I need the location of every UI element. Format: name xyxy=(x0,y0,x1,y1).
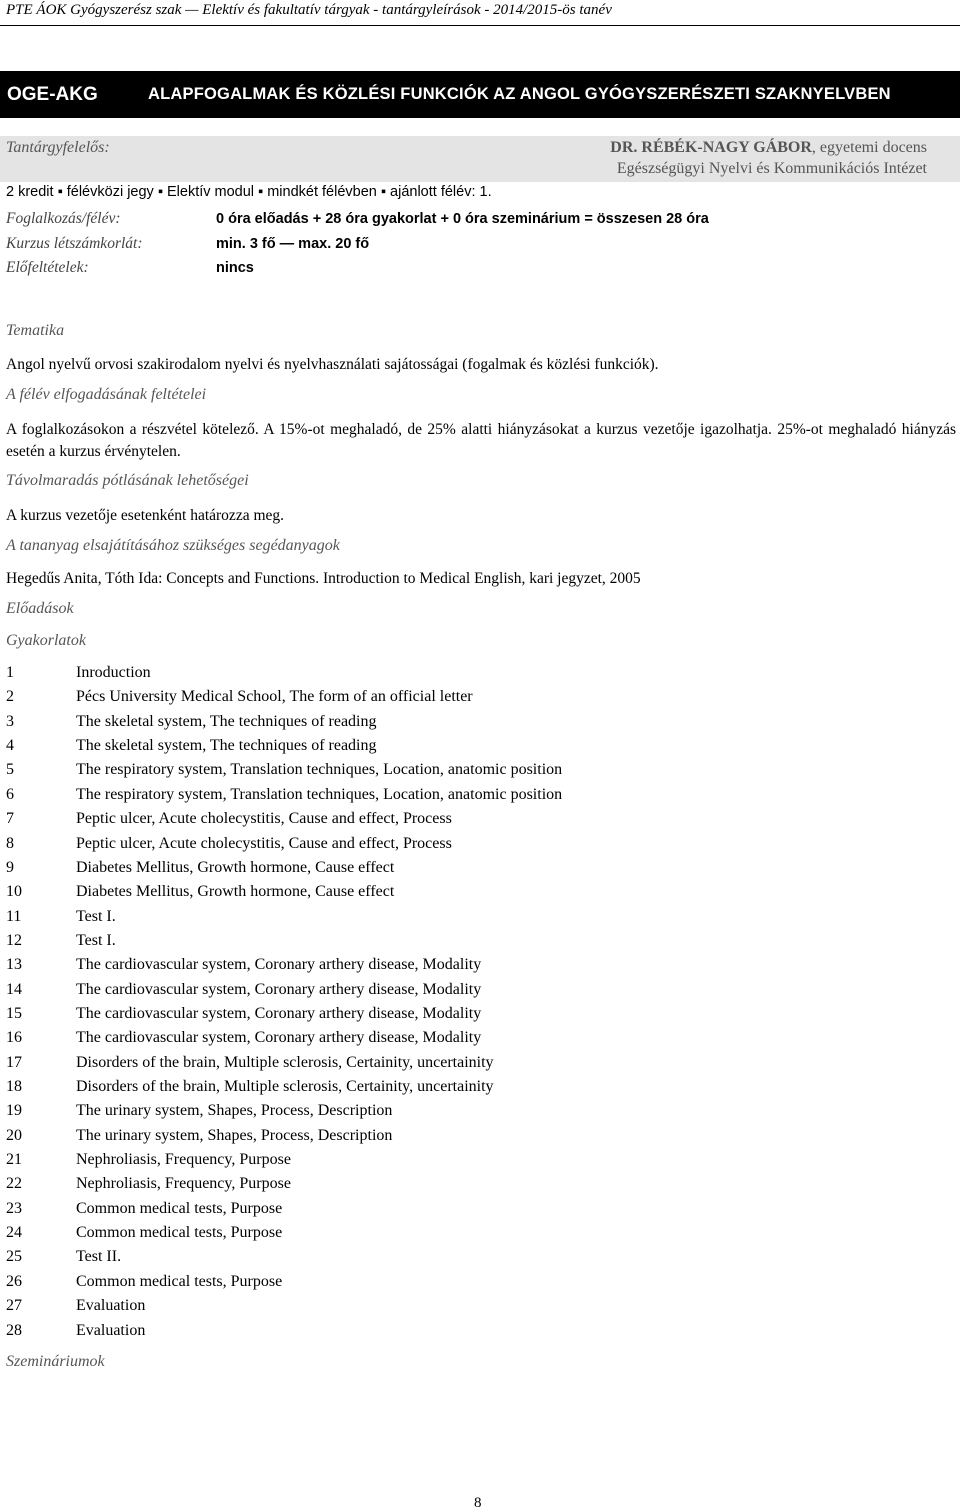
practical-item xyxy=(6,1200,906,1222)
practical-item xyxy=(6,713,906,735)
practical-number: 4 xyxy=(6,737,14,754)
practical-number: 5 xyxy=(6,761,14,779)
practical-number: 9 xyxy=(6,858,14,876)
practical-number: 20 xyxy=(6,1126,22,1144)
detail-value: min. 3 fő — max. 20 fő xyxy=(216,236,370,252)
absence-text: A kurzus vezetője esetenként határozza meg. xyxy=(6,507,285,524)
responsible-position: , egyetemi docens xyxy=(811,139,927,156)
detail-label: Kurzus létszámkorlát: xyxy=(6,235,143,252)
practical-number: 22 xyxy=(6,1175,22,1193)
practical-item xyxy=(6,1322,906,1344)
practical-topic: The cardiovascular system, Coronary arthery disease, Modality xyxy=(76,980,482,998)
practical-number: 17 xyxy=(6,1053,22,1071)
practical-item xyxy=(6,1273,906,1295)
detail-row-prerequisites xyxy=(6,259,956,281)
practical-topic: Common medical tests, Purpose xyxy=(76,1272,283,1290)
practical-item xyxy=(6,1175,906,1197)
detail-row-capacity xyxy=(6,235,956,257)
practical-item xyxy=(6,761,906,783)
practical-topic: Disorders of the brain, Multiple sclerosis, Certainity, uncertainity xyxy=(76,1078,494,1095)
course-meta-line: 2 kredit ▪ félévközi jegy ▪ Elektív modul ▪ mindkét félévben ▪ ajánlott félév: 1. xyxy=(6,184,492,200)
practical-item xyxy=(6,1297,906,1319)
detail-label: Előfeltételek: xyxy=(6,259,89,276)
practical-item xyxy=(6,932,906,954)
practical-number: 21 xyxy=(6,1151,22,1168)
detail-label: Foglalkozás/félév: xyxy=(6,210,121,227)
responsible-row xyxy=(0,136,960,182)
section-title-materials: A tananyag elsajátításához szükséges segédanyagok xyxy=(6,537,340,554)
acceptance-text: A foglalkozásokon a részvétel kötelező. A 15%-ot meghaladó, de 25% alatti hiányzásokat a kurzus vezetője igazolhatja. 25%-ot meghaladó hiányzás esetén a kurzus érvénytelen. xyxy=(6,421,956,460)
practical-item xyxy=(6,1248,906,1270)
section-title-lectures: Előadások xyxy=(6,600,74,617)
practical-topic: Peptic ulcer, Acute cholecystitis, Cause and effect, Process xyxy=(76,810,452,828)
header-divider xyxy=(0,25,960,26)
practical-topic: The urinary system, Shapes, Process, Description xyxy=(76,1126,393,1144)
course-title: ALAPFOGALMAK ÉS KÖZLÉSI FUNKCIÓK AZ ANGOL GYÓGYSZERÉSZETI SZAKNYELVBEN xyxy=(148,85,891,103)
practical-number: 27 xyxy=(6,1297,22,1315)
practical-topic: Diabetes Mellitus, Growth hormone, Cause effect xyxy=(76,883,395,901)
practical-topic: Test I. xyxy=(76,931,116,949)
practical-topic: Test II. xyxy=(76,1248,122,1266)
practical-topic: The respiratory system, Translation techniques, Location, anatomic position xyxy=(76,761,563,779)
practical-number: 26 xyxy=(6,1272,22,1290)
practical-number: 11 xyxy=(6,907,22,925)
practical-number: 28 xyxy=(6,1321,22,1339)
practical-number: 23 xyxy=(6,1199,22,1217)
practical-number: 10 xyxy=(6,883,22,901)
practical-topic: The cardiovascular system, Coronary arthery disease, Modality xyxy=(76,1029,482,1047)
practical-topic: Inroduction xyxy=(76,664,151,681)
practical-item xyxy=(6,1005,906,1027)
practical-topic: Evaluation xyxy=(76,1297,146,1315)
practical-topic: The urinary system, Shapes, Process, Description xyxy=(76,1102,393,1120)
practical-item xyxy=(6,664,906,686)
practical-item xyxy=(6,956,906,978)
section-title-practicals: Gyakorlatok xyxy=(6,632,86,649)
practical-item xyxy=(6,737,906,759)
practical-item xyxy=(6,688,906,710)
practical-number: 1 xyxy=(6,664,14,681)
section-title-seminars: Szemináriumok xyxy=(6,1353,105,1370)
detail-value: 0 óra előadás + 28 óra gyakorlat + 0 óra szeminárium = összesen 28 óra xyxy=(216,211,709,227)
practical-item xyxy=(6,810,906,832)
practical-number: 3 xyxy=(6,712,14,730)
practical-topic: Test I. xyxy=(76,907,116,925)
tematika-text: Angol nyelvű orvosi szakirodalom nyelvi és nyelvhasználati sajátosságai (fogalmak és közlési funkciók). xyxy=(6,356,659,373)
course-code: OGE-AKG xyxy=(7,84,98,105)
practical-item xyxy=(6,981,906,1003)
practical-number: 24 xyxy=(6,1224,22,1242)
practical-topic: Nephroliasis, Frequency, Purpose xyxy=(76,1175,291,1193)
practical-item xyxy=(6,859,906,881)
practical-item xyxy=(6,786,906,808)
detail-row-sessions xyxy=(6,210,956,232)
practical-item xyxy=(6,1127,906,1149)
responsible-person xyxy=(610,139,927,157)
practical-number: 6 xyxy=(6,785,14,803)
practical-number: 18 xyxy=(6,1078,22,1095)
practical-topic: Evaluation xyxy=(76,1321,146,1339)
practical-topic: Common medical tests, Purpose xyxy=(76,1199,283,1217)
practical-topic: The respiratory system, Translation techniques, Location, anatomic position xyxy=(76,785,563,803)
practical-topic: Nephroliasis, Frequency, Purpose xyxy=(76,1151,291,1168)
section-title-acceptance: A félév elfogadásának feltételei xyxy=(6,386,207,403)
running-header: PTE ÁOK Gyógyszerész szak — Elektív és fakultatív tárgyak - tantárgyleírások - 2014/2015-ös tanév xyxy=(6,2,612,18)
practical-number: 25 xyxy=(6,1248,22,1266)
course-title-bar xyxy=(0,71,960,118)
practical-topic: Common medical tests, Purpose xyxy=(76,1224,283,1242)
practical-item xyxy=(6,1151,906,1173)
materials-text: Hegedűs Anita, Tóth Ida: Concepts and Functions. Introduction to Medical English, kari jegyzet, 2005 xyxy=(6,570,641,587)
practical-number: 7 xyxy=(6,810,14,828)
practical-topic: The cardiovascular system, Coronary arthery disease, Modality xyxy=(76,956,482,974)
practical-item xyxy=(6,1078,906,1100)
detail-value: nincs xyxy=(216,260,254,276)
practical-topic: Disorders of the brain, Multiple sclerosis, Certainity, uncertainity xyxy=(76,1053,494,1071)
practical-topic: The cardiovascular system, Coronary arthery disease, Modality xyxy=(76,1004,482,1022)
responsible-label: Tantárgyfelelős: xyxy=(6,139,110,156)
practical-item xyxy=(6,1224,906,1246)
practical-number: 13 xyxy=(6,956,22,974)
practical-item xyxy=(6,1029,906,1051)
responsible-name: DR. RÉBÉK-NAGY GÁBOR xyxy=(610,139,812,156)
section-title-tematika: Tematika xyxy=(6,322,65,339)
responsible-institute: Egészségügyi Nyelvi és Kommunikációs Intézet xyxy=(616,160,927,177)
practical-number: 15 xyxy=(6,1004,22,1022)
practical-number: 8 xyxy=(6,834,14,852)
practical-number: 12 xyxy=(6,931,22,949)
practical-topic: Pécs University Medical School, The form of an official letter xyxy=(76,688,473,706)
practical-item xyxy=(6,883,906,905)
practical-topic: The skeletal system, The techniques of reading xyxy=(76,737,377,754)
practical-number: 2 xyxy=(6,688,14,706)
practical-number: 16 xyxy=(6,1029,22,1047)
practical-item xyxy=(6,835,906,857)
practical-item xyxy=(6,908,906,930)
page-number: 8 xyxy=(474,1495,482,1511)
practical-topic: Diabetes Mellitus, Growth hormone, Cause effect xyxy=(76,858,395,876)
practical-number: 14 xyxy=(6,980,22,998)
section-title-absence: Távolmaradás pótlásának lehetőségei xyxy=(6,472,249,489)
practical-number: 19 xyxy=(6,1102,22,1120)
practical-topic: Peptic ulcer, Acute cholecystitis, Cause and effect, Process xyxy=(76,834,452,852)
practical-item xyxy=(6,1054,906,1076)
practical-item xyxy=(6,1102,906,1124)
practical-topic: The skeletal system, The techniques of reading xyxy=(76,712,377,730)
